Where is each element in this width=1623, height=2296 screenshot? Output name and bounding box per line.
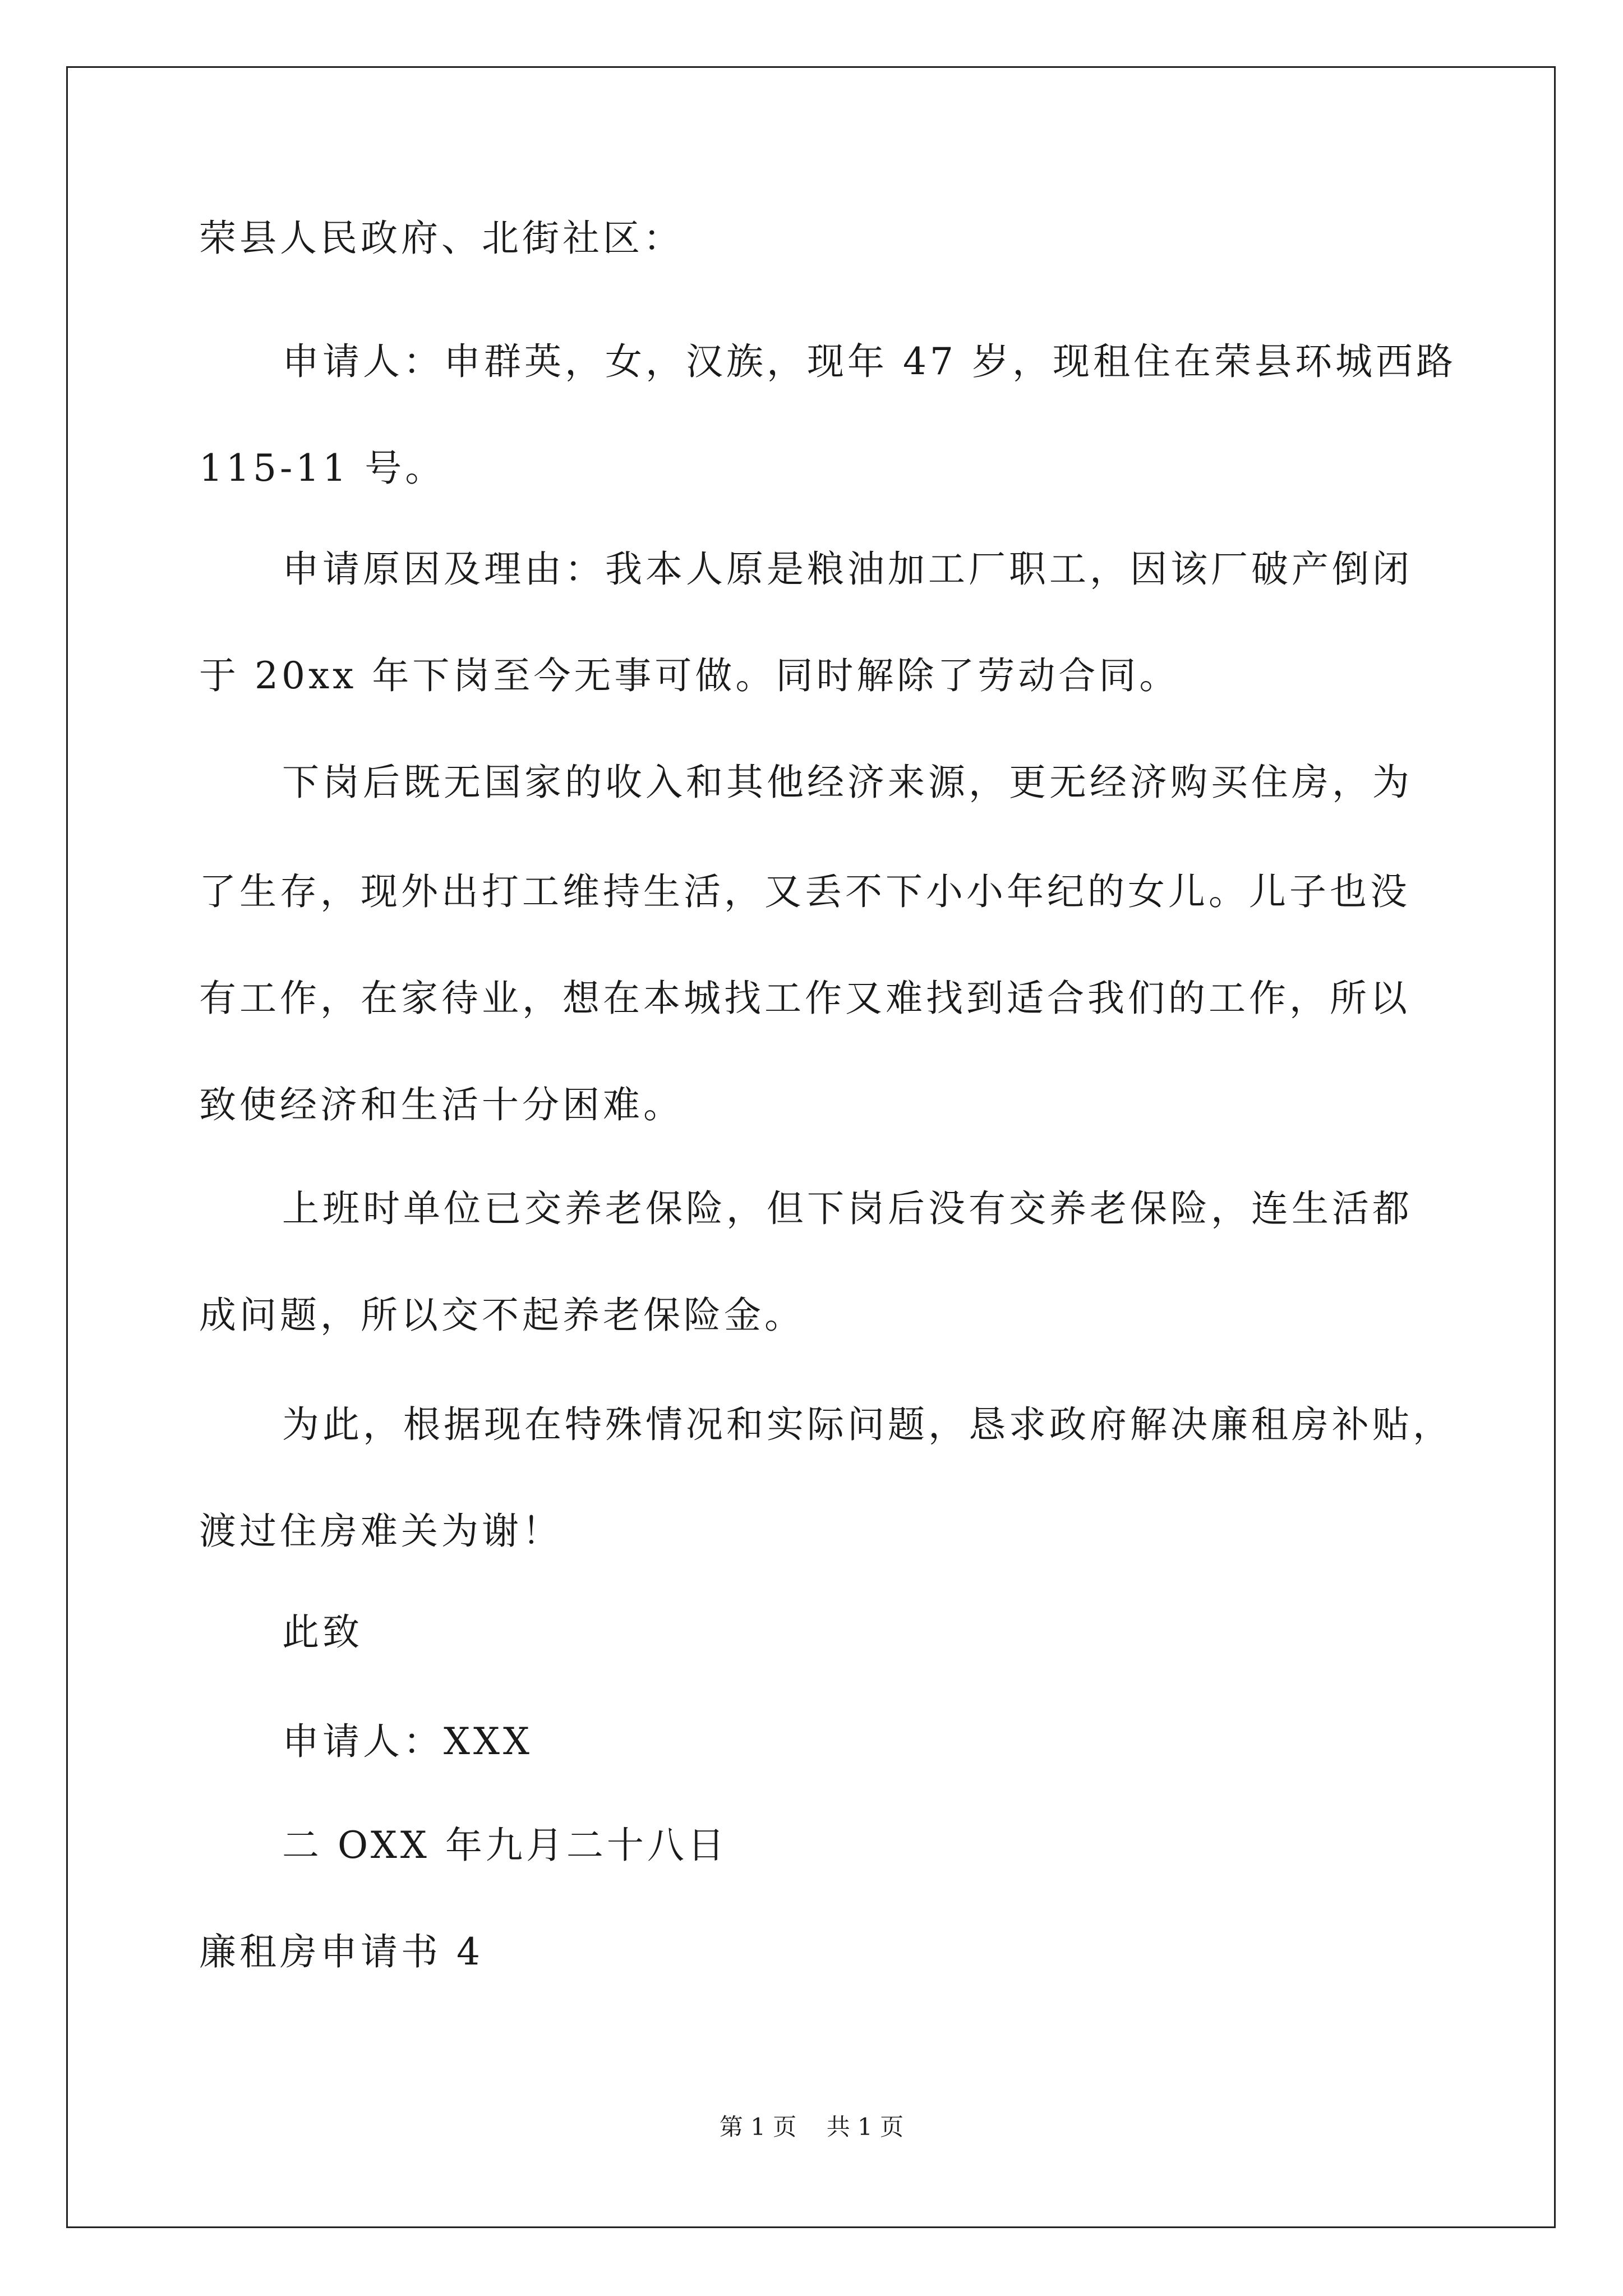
applicant-line: 申请人：申群英，女，汉族，现年 47 岁，现租住在荣县环城西路 — [282, 340, 1456, 383]
page-footer: 第 1 页 共 1 页 — [719, 2113, 904, 2141]
paragraph-line: 为此，根据现在特殊情况和实际问题，恳求政府解决廉租房补贴， — [282, 1403, 1453, 1446]
paragraph-line: 了生存，现外出打工维持生活，又丢不下小小年纪的女儿。儿子也没 — [199, 870, 1410, 913]
salutation: 荣县人民政府、北街社区： — [199, 217, 684, 260]
paragraph-line: 有工作，在家待业，想在本城找工作又难找到适合我们的工作，所以 — [199, 977, 1410, 1020]
signature-line: 申请人：XXX — [282, 1720, 533, 1763]
paragraph-line: 成问题，所以交不起养老保险金。 — [199, 1294, 805, 1337]
reason-continuation: 于 20xx 年下岗至今无事可做。同时解除了劳动合同。 — [199, 654, 1180, 697]
paragraph-line: 致使经济和生活十分困难。 — [199, 1083, 684, 1126]
closing-phrase: 此致 — [282, 1611, 363, 1654]
paragraph-line: 上班时单位已交养老保险，但下岗后没有交养老保险，连生活都 — [282, 1187, 1413, 1230]
reason-line: 申请原因及理由：我本人原是粮油加工厂职工，因该厂破产倒闭 — [282, 547, 1413, 591]
date-line: 二 OXX 年九月二十八日 — [282, 1824, 728, 1867]
paragraph-line: 下岗后既无国家的收入和其他经济来源，更无经济购买住房，为 — [282, 761, 1413, 804]
address-continuation: 115-11 号。 — [199, 447, 446, 490]
paragraph-line: 渡过住房难关为谢！ — [199, 1510, 562, 1553]
page-border — [66, 66, 1556, 2228]
section-heading: 廉租房申请书 4 — [199, 1930, 483, 1973]
